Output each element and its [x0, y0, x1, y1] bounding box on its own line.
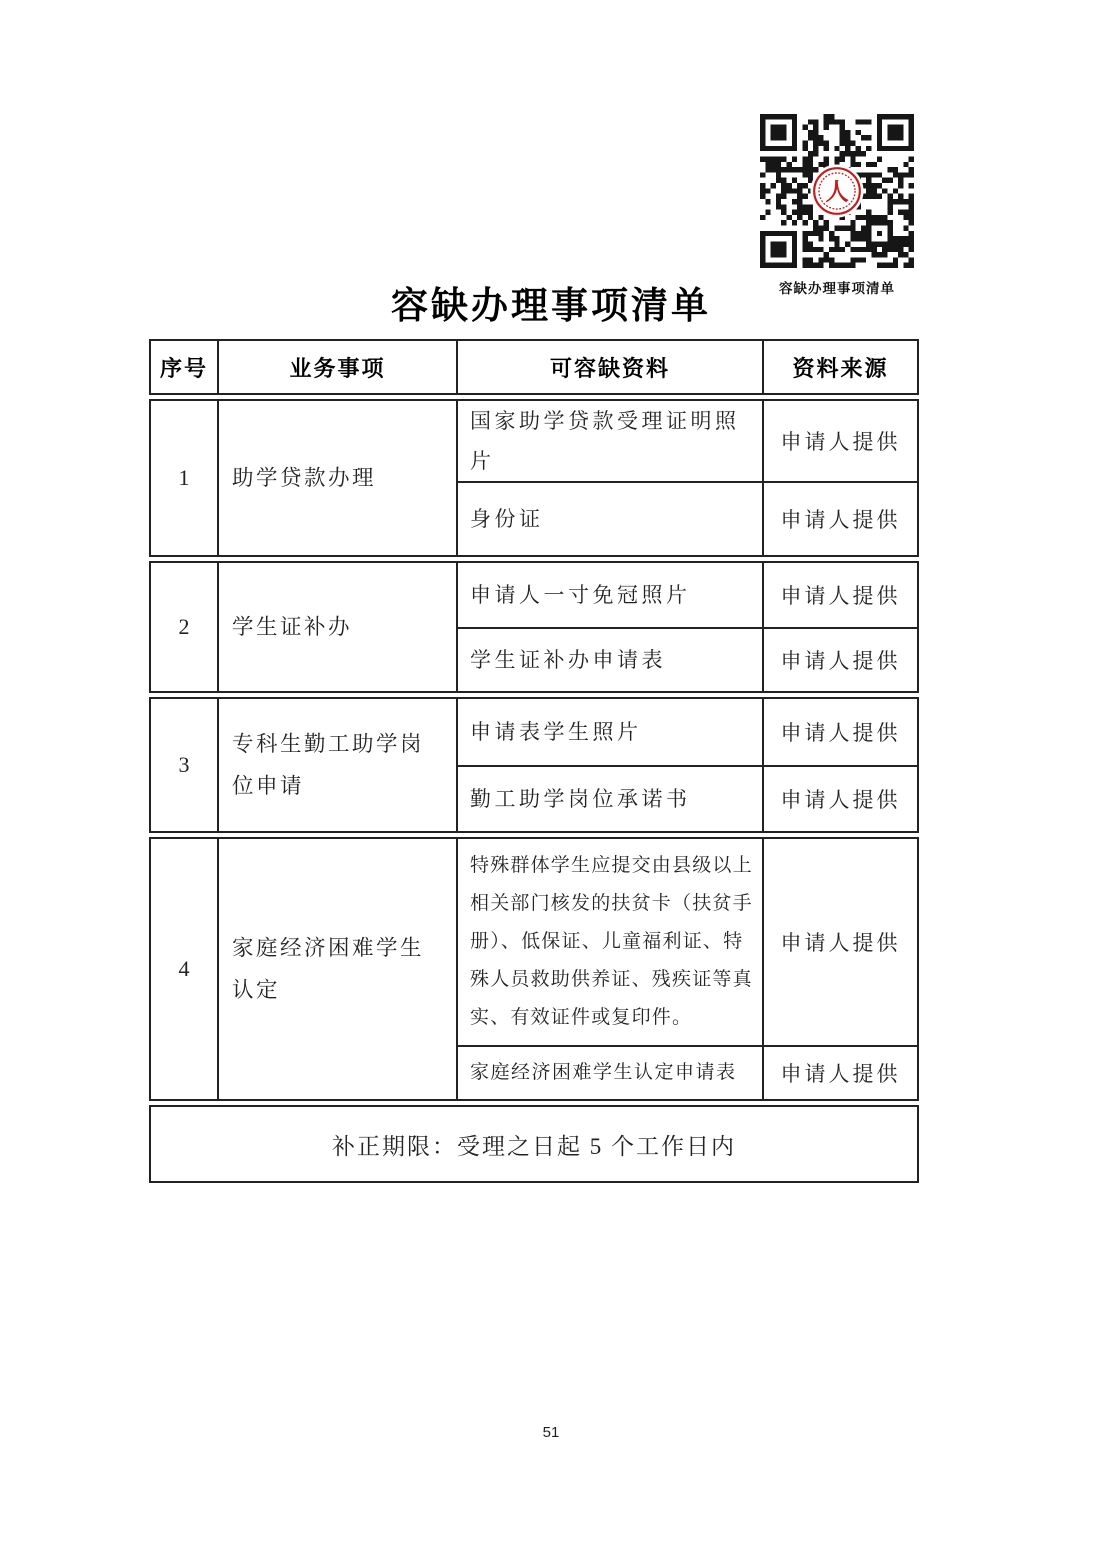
correction-deadline-row: 补正期限：受理之日起 5 个工作日内 [149, 1105, 919, 1183]
source-cell: 申请人提供 [762, 767, 917, 831]
material-cell: 勤工助学岗位承诺书 [470, 787, 691, 811]
row-number: 1 [151, 401, 219, 555]
header-material-source: 资料来源 [762, 341, 917, 393]
source-cell: 申请人提供 [762, 839, 917, 1045]
material-rows [458, 563, 917, 691]
source-cell: 申请人提供 [762, 483, 917, 555]
qr-code-icon [760, 114, 914, 268]
material-row [458, 627, 917, 691]
business-item: 助学贷款办理 [219, 401, 458, 555]
qr-caption: 容缺办理事项清单 [779, 281, 895, 296]
material-cell: 国家助学贷款受理证明照片 [470, 409, 740, 473]
source-cell: 申请人提供 [762, 699, 917, 765]
page-number: 51 [542, 1424, 560, 1441]
material-rows [458, 699, 917, 831]
material-cell: 申请人一寸免冠照片 [470, 583, 691, 607]
material-row [458, 765, 917, 831]
material-cell: 申请表学生照片 [470, 720, 642, 744]
material-cell: 身份证 [470, 507, 544, 531]
table-row-group-1 [149, 399, 919, 557]
page-title: 容缺办理事项清单 [391, 286, 711, 327]
table-row-group-2 [149, 561, 919, 693]
material-rows [458, 839, 917, 1099]
row-number: 3 [151, 699, 219, 831]
business-item: 专科生勤工助学岗位申请 [219, 699, 458, 831]
source-cell: 申请人提供 [762, 629, 917, 691]
header-business-item: 业务事项 [219, 341, 458, 393]
svg-text:人: 人 [825, 179, 849, 206]
material-row [458, 1045, 917, 1099]
qr-code-block [757, 114, 917, 297]
source-cell: 申请人提供 [762, 401, 917, 481]
row-number: 4 [151, 839, 219, 1099]
source-cell: 申请人提供 [762, 563, 917, 627]
material-cell: 家庭经济困难学生认定申请表 [470, 1062, 737, 1083]
material-cell: 学生证补办申请表 [470, 648, 666, 672]
material-row [458, 839, 917, 1045]
material-row [458, 481, 917, 555]
table-row-group-3 [149, 697, 919, 833]
material-row [458, 401, 917, 481]
header-tolerable-material: 可容缺资料 [549, 355, 670, 381]
material-rows [458, 401, 917, 555]
tolerance-items-table [149, 339, 919, 1183]
business-item: 学生证补办 [219, 563, 458, 691]
header-serial-number: 序号 [151, 341, 219, 393]
material-cell: 特殊群体学生应提交由县级以上相关部门核发的扶贫卡（扶贫手册）、低保证、儿童福利证、特殊人员救助供养证、残疾证等真实、有效证件或复印件。 [470, 855, 753, 1028]
source-cell: 申请人提供 [762, 1047, 917, 1099]
row-number: 2 [151, 563, 219, 691]
material-row [458, 563, 917, 627]
material-row [458, 699, 917, 765]
business-item: 家庭经济困难学生认定 [219, 839, 458, 1099]
table-header-row [149, 339, 919, 395]
table-row-group-4 [149, 837, 919, 1101]
